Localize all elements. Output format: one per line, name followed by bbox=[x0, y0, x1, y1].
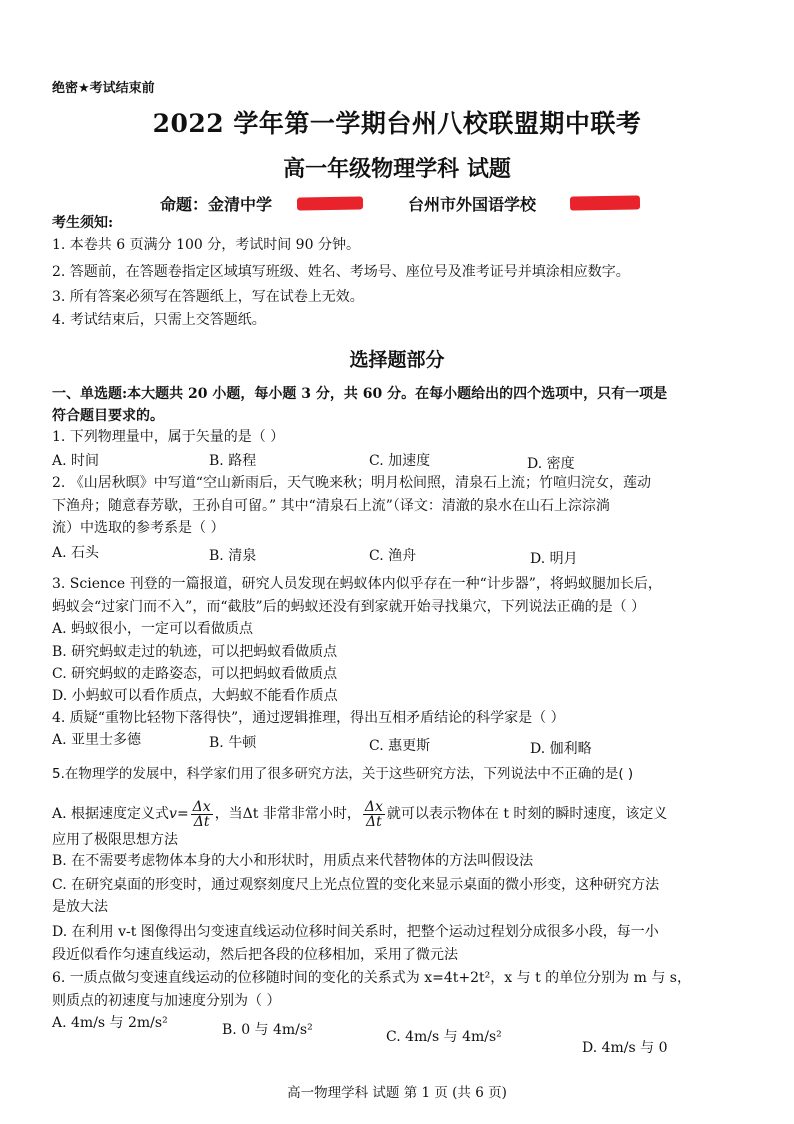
redaction-mark bbox=[570, 195, 640, 210]
q2-option-c: C. 渔舟 bbox=[369, 548, 417, 564]
q5-option-b: B. 在不需要考虑物体本身的大小和形状时，用质点来代替物体的方法叫假设法 bbox=[52, 853, 534, 869]
fraction-numerator: Δx bbox=[364, 799, 383, 815]
q4-option-d: D. 伽利略 bbox=[530, 741, 592, 757]
q6-stem: 则质点的初速度与加速度分别为（ ） bbox=[52, 993, 281, 1009]
redaction-mark bbox=[297, 196, 363, 210]
section-title: 选择题部分 bbox=[349, 349, 445, 371]
q5-option-d-cont: 段近似看作匀速直线运动，然后把各段的位移相加，采用了微元法 bbox=[52, 947, 458, 963]
q5-stem: 5.在物理学的发展中，科学家们用了很多研究方法，关于这些研究方法，下列说法中不正确的是( ) bbox=[52, 766, 634, 782]
notice-item: 3. 所有答案必须写在答题纸上，写在试卷上无效。 bbox=[52, 289, 364, 305]
equals-sign: = bbox=[176, 806, 189, 822]
q5-option-c-cont: 是放大法 bbox=[52, 899, 108, 915]
q3-stem: 蚂蚁会“过家门而不入”，而“截肢”后的蚂蚁还没有到家就开始寻找巢穴，下列说法正确的是（ ） bbox=[52, 599, 646, 615]
q4-option-b: B. 牛顿 bbox=[209, 735, 257, 751]
author-label: 命题：金清中学 bbox=[160, 195, 273, 214]
q2-option-b: B. 清泉 bbox=[209, 548, 257, 564]
exam-subtitle: 高一年级物理学科 试题 bbox=[283, 156, 511, 182]
q6-option-d: D. 4m/s 与 0 bbox=[582, 1040, 668, 1056]
q1-option-c: C. 加速度 bbox=[369, 453, 431, 469]
q5-option-a-text: ，当Δt 非常非常小时， bbox=[214, 806, 361, 822]
page-footer: 高一物理学科 试题 第 1 页 (共 6 页) bbox=[287, 1085, 507, 1101]
q1-option-a: A. 时间 bbox=[52, 453, 100, 469]
notice-item: 4. 考试结束后，只需上交答题纸。 bbox=[52, 312, 266, 328]
author-school: 台州市外国语学校 bbox=[408, 195, 537, 214]
q2-option-a: A. 石头 bbox=[52, 545, 100, 561]
delta-fraction bbox=[363, 800, 385, 829]
confidential-label: 绝密★考试结束前 bbox=[52, 81, 155, 96]
q3-option-c: C. 研究蚂蚁的走路姿态，可以把蚂蚁看做质点 bbox=[52, 666, 338, 682]
section-intro: 一、单选题:本大题共 20 小题，每小题 3 分，共 60 分。在每小题给出的四个选项中，只有一项是 bbox=[52, 386, 668, 402]
fraction-denominator: Δt bbox=[366, 814, 382, 830]
q2-stem: 2. 《山居秋暝》中写道“空山新雨后，天气晚来秋；明月松间照，清泉石上流；竹喧归浣女，莲动 bbox=[52, 475, 651, 491]
q2-option-d: D. 明月 bbox=[530, 551, 578, 567]
q4-stem: 4. 质疑“重物比轻物下落得快”，通过逻辑推理，得出互相矛盾结论的科学家是（ ） bbox=[52, 710, 565, 726]
fraction-numerator: Δx bbox=[192, 799, 211, 815]
q6-option-c: C. 4m/s 与 4m/s² bbox=[386, 1029, 502, 1045]
q2-stem: 下渔舟；随意春芳歇，王孙自可留。” 其中“清泉石上流”（译文：清澈的泉水在山石上淙淙淌 bbox=[52, 498, 610, 514]
notice-item: 1. 本卷共 6 页满分 100 分，考试时间 90 分钟。 bbox=[52, 237, 360, 253]
q3-stem: 3. Science 刊登的一篇报道，研究人员发现在蚂蚁体内似乎存在一种“计步器”，将蚂蚁腿加长后， bbox=[52, 576, 662, 592]
notice-item: 2. 答题前，在答题卷指定区域填写班级、姓名、考场号、座位号及准考证号并填涂相应数字。 bbox=[52, 264, 630, 280]
q3-option-a: A. 蚂蚁很小，一定可以看做质点 bbox=[52, 621, 254, 637]
q1-option-b: B. 路程 bbox=[209, 453, 257, 469]
delta-fraction bbox=[191, 800, 213, 829]
section-intro: 符合题目要求的。 bbox=[52, 408, 164, 424]
q6-stem: 6. 一质点做匀变速直线运动的位移随时间的变化的关系式为 x=4t+2t²，x 与 t 的单位分别为 m 与 s， bbox=[52, 970, 691, 986]
q5-option-a-cont: 应用了极限思想方法 bbox=[52, 832, 178, 848]
q1-option-d: D. 密度 bbox=[527, 456, 575, 472]
q1-stem: 1. 下列物理量中，属于矢量的是（ ） bbox=[52, 429, 285, 445]
q6-option-b: B. 0 与 4m/s² bbox=[222, 1022, 313, 1038]
q6-option-a: A. 4m/s 与 2m/s² bbox=[52, 1015, 168, 1031]
velocity-symbol: v bbox=[169, 806, 177, 822]
notice-heading: 考生须知: bbox=[52, 215, 114, 231]
q5-option-a-text: A. 根据速度定义式 bbox=[52, 806, 170, 822]
q4-option-a: A. 亚里士多德 bbox=[52, 732, 142, 748]
q2-stem: 流）中选取的参考系是（ ） bbox=[52, 520, 225, 536]
q3-option-b: B. 研究蚂蚁走过的轨迹，可以把蚂蚁看做质点 bbox=[52, 644, 338, 660]
q5-option-c: C. 在研究桌面的形变时，通过观察刻度尺上光点位置的变化来显示桌面的微小形变，这种研究方法 bbox=[52, 877, 660, 893]
q4-option-c: C. 惠更斯 bbox=[369, 738, 431, 754]
q5-option-a bbox=[52, 800, 667, 829]
q3-option-d: D. 小蚂蚁可以看作质点，大蚂蚁不能看作质点 bbox=[52, 688, 338, 704]
exam-title: 2022 学年第一学期台州八校联盟期中联考 bbox=[152, 109, 642, 138]
q5-option-d: D. 在利用 v-t 图像得出匀变速直线运动位移时间关系时，把整个运动过程划分成很多小段，每一小 bbox=[52, 924, 659, 940]
q5-option-a-text: 就可以表示物体在 t 时刻的瞬时速度，该定义 bbox=[386, 806, 668, 822]
fraction-denominator: Δt bbox=[193, 814, 210, 830]
